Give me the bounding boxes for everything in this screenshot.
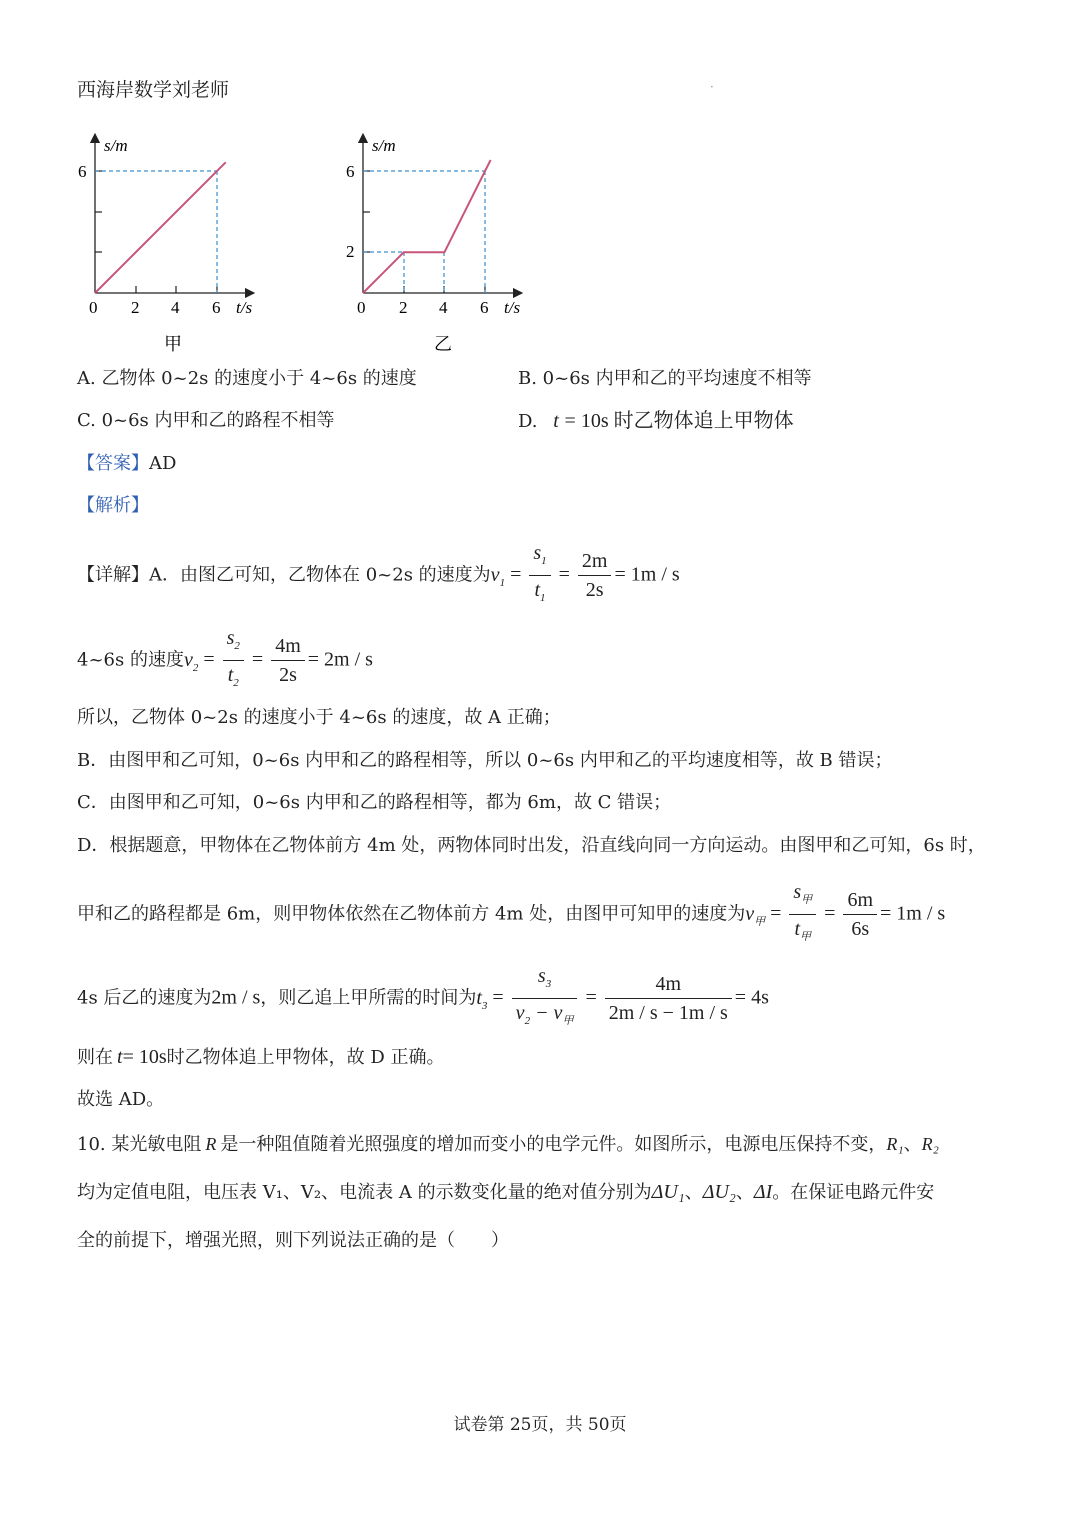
- v2-symbol: $v_2$: [183, 648, 199, 674]
- q10-line-2: 均为定值电阻，电压表 V₁、V₂、电流表 A 的示数变化量的绝对值分别为ΔU₁、ΔU₂、ΔI。在保证电路元件安: [77, 1181, 935, 1203]
- detail-a-text: A．由图乙可知，乙物体在 0~2s 的速度为: [149, 564, 491, 586]
- header-author: 西海岸数学刘老师: [77, 79, 230, 101]
- option-d-var: t: [553, 410, 559, 432]
- fraction-s1-t1: $\frac{s_1}{t_1}$: [529, 539, 550, 612]
- detail-9-pre: 则在: [77, 1047, 113, 1068]
- resistor-R: R: [205, 1134, 217, 1154]
- q10-desc: 是一种阻值随着光照强度的增加而变小的电学元件。如图所示，电源电压保持不变，: [220, 1134, 887, 1155]
- detail-9-eq: = 10s: [122, 1046, 167, 1068]
- x-tick-4: 4: [171, 298, 180, 317]
- detail-line-9: [77, 1044, 445, 1071]
- graph-jia: [60, 128, 290, 363]
- detail-line-10: 故选 AD。: [77, 1089, 165, 1110]
- detail-line-6: D．根据题意，甲物体在乙物体前方 4m 处，两物体同时出发，沿直线向同一方向运动。由图甲和乙可知，6s 时，: [77, 835, 986, 856]
- detail-line-7: 甲和乙的路程都是 6m，则甲物体依然在乙物体前方 4m 处，由图甲可知甲的速度为$v_甲$ = $\frac{s_甲}{t_甲}$ = $\frac{6m}{6s}$ = 1m / s: [77, 878, 945, 951]
- detail-8-text: 4s 后乙的速度为: [77, 987, 212, 1009]
- fraction-6m-6s: $\frac{6m}{6s}$: [843, 886, 877, 943]
- option-c: C. 0~6s 内甲和乙的路程不相等: [77, 410, 335, 431]
- resistor-R2: R₂: [921, 1134, 939, 1154]
- answer-value: AD: [149, 453, 177, 474]
- detail-9-post: 时乙物体追上甲物体，故 D 正确。: [166, 1047, 445, 1068]
- fraction-s2-t2: $\frac{s_2}{t_2}$: [223, 624, 244, 697]
- x-tick-6: 6: [480, 298, 489, 317]
- x-axis-label: t/s: [236, 298, 253, 317]
- v2-speed: 2m / s: [211, 986, 261, 1009]
- analysis-tag: 【解析】: [77, 495, 149, 516]
- answer-line: [77, 451, 176, 477]
- y-tick-6: 6: [346, 162, 355, 181]
- q10-meters: 均为定值电阻，电压表 V₁、V₂、电流表 A 的示数变化量的绝对值分别为: [77, 1182, 652, 1203]
- v2-result: = 2m / s: [307, 648, 373, 671]
- page-footer: 试卷第 25页，共 50页: [453, 1415, 627, 1435]
- delta-i: ΔI: [753, 1181, 773, 1203]
- graph-caption: 乙: [434, 334, 452, 354]
- x-tick-6: 6: [212, 298, 221, 317]
- distance-line-yi: [363, 160, 491, 293]
- t3-symbol: $t_3$: [476, 986, 488, 1012]
- y-tick-6: 6: [78, 162, 87, 181]
- option-d: [518, 408, 794, 435]
- y-tick-2: 2: [346, 242, 355, 261]
- q10-condition: 。在保证电路元件安: [772, 1182, 935, 1203]
- x-axis-label: t/s: [504, 298, 521, 317]
- fraction-2m-2s: $\frac{2m}{2s}$: [578, 547, 612, 604]
- option-b: B. 0~6s 内甲和乙的平均速度不相等: [518, 368, 812, 389]
- t-symbol: t: [117, 1046, 123, 1068]
- v-jia-symbol: $v_甲$: [745, 902, 766, 928]
- detail-line-2: 4~6s 的速度$v_2$ = $\frac{s_2}{t_2}$ = $\frac{4m}{2s}$ = 2m / s: [77, 624, 373, 697]
- detail-line-8: 4s 后乙的速度为2m / s，则乙追上甲所需的时间为$t_3$ = $\frac{s_3}{v_2 - v_甲}$ = $\frac{4m}{2m / s - 1m / s}$ = 4s: [77, 962, 769, 1035]
- detail-tag: 【详解】: [77, 564, 149, 586]
- y-axis-label: s/m: [104, 136, 128, 155]
- v1-symbol: $v_1$: [490, 563, 506, 589]
- resistor-R1: R₁: [886, 1134, 904, 1154]
- q10-line-1: [77, 1131, 939, 1158]
- delta-u2: ΔU₂: [702, 1181, 736, 1203]
- fraction-4m-dv: $\frac{4m}{2m / s - 1m / s}$: [605, 970, 732, 1027]
- option-d-label: D.: [518, 411, 538, 432]
- detail-7-text: 甲和乙的路程都是 6m，则甲物体依然在乙物体前方 4m 处，由图甲可知甲的速度为: [77, 903, 746, 925]
- v-jia-result: = 1m / s: [880, 902, 946, 925]
- detail-line-4: B．由图甲和乙可知，0~6s 内甲和乙的路程相等，所以 0~6s 内甲和乙的平均速度相等，故 B 错误；: [77, 750, 893, 771]
- fraction-4m-2s: $\frac{4m}{2s}$: [271, 632, 305, 689]
- x-tick-2: 2: [399, 298, 408, 317]
- detail-line-3: 所以，乙物体 0~2s 的速度小于 4~6s 的速度，故 A 正确；: [77, 707, 561, 728]
- option-d-eq: = 10s 时乙物体追上甲物体: [564, 410, 794, 432]
- distance-line-jia: [95, 162, 226, 293]
- x-tick-0: 0: [357, 298, 366, 317]
- t3-result: = 4s: [734, 986, 769, 1009]
- q10-line-3: 全的前提下，增强光照，则下列说法正确的是（ ）: [77, 1230, 509, 1251]
- x-tick-0: 0: [89, 298, 98, 317]
- option-a: A. 乙物体 0~2s 的速度小于 4~6s 的速度: [77, 368, 417, 389]
- y-axis-label: s/m: [372, 136, 396, 155]
- graph-caption: 甲: [164, 334, 182, 354]
- answer-tag: 【答案】: [77, 453, 149, 474]
- detail-line-5: C．由图甲和乙可知，0~6s 内甲和乙的路程相等，都为 6m，故 C 错误；: [77, 792, 672, 813]
- fraction-s-t-jia: $\frac{s_甲}{t_甲}$: [789, 878, 816, 951]
- header-dot: ·: [710, 80, 714, 94]
- detail-8-text2: ，则乙追上甲所需的时间为: [260, 987, 477, 1009]
- graph-yi: [328, 128, 558, 363]
- q10-intro: 10. 某光敏电阻: [77, 1134, 202, 1155]
- detail-line-1: 【详解】A．由图乙可知，乙物体在 0~2s 的速度为$v_1$ = $\frac{s_1}{t_1}$ = $\frac{2m}{2s}$ = 1m / s: [77, 539, 680, 612]
- fraction-s3-dv: $\frac{s_3}{v_2 - v_甲}$: [512, 962, 578, 1035]
- x-tick-2: 2: [131, 298, 140, 317]
- x-tick-4: 4: [439, 298, 448, 317]
- detail-2-text: 4~6s 的速度: [77, 649, 184, 671]
- v1-result: = 1m / s: [614, 563, 680, 586]
- delta-u1: ΔU₁: [651, 1181, 685, 1203]
- q10-sep: 、: [903, 1134, 922, 1155]
